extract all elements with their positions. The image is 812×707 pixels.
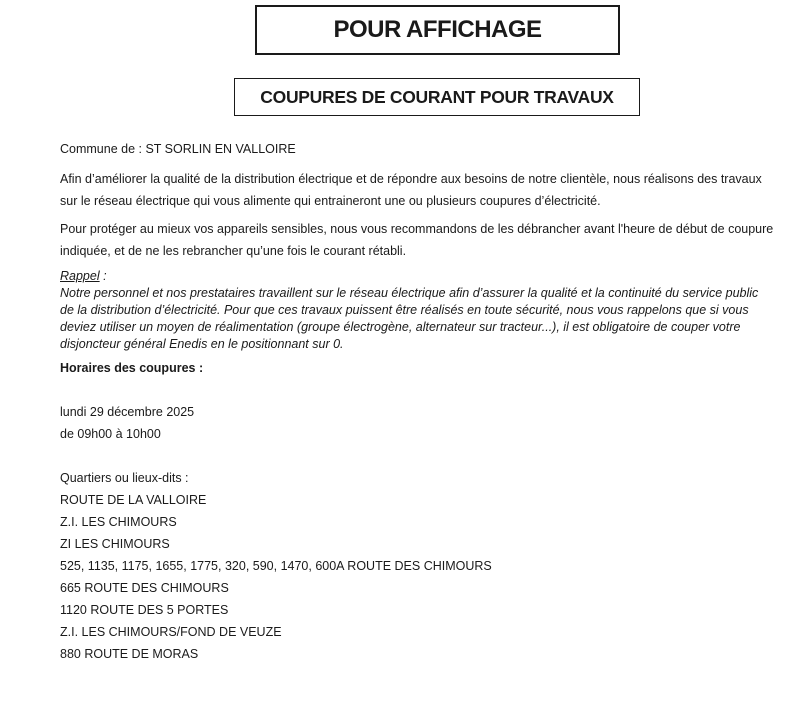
reminder-colon: : <box>99 269 107 283</box>
reminder-block <box>60 268 800 353</box>
reminder-heading <box>60 268 800 285</box>
advice-paragraph <box>60 218 800 262</box>
schedule-heading: Horaires des coupures : <box>60 361 204 375</box>
list-item: Z.I. LES CHIMOURS <box>60 515 177 529</box>
advice-line-2: indiquée, et de ne les rebrancher qu’une fois le courant rétabli. <box>60 244 407 258</box>
reminder-line-2: de la distribution d’électricité. Pour que ces travaux puissent être réalisés en toute sécurité, nous vous rappelons que si vous <box>60 303 749 317</box>
reminder-line-1: Notre personnel et nos prestataires travaillent sur le réseau électrique afin d’assurer la qualité et la continuité du service public <box>60 286 759 300</box>
notice-body <box>60 138 800 665</box>
schedule-block <box>60 401 800 445</box>
outage-date: lundi 29 décembre 2025 <box>60 405 195 419</box>
reminder-title: Rappel <box>60 269 100 283</box>
intro-line-2: sur le réseau électrique qui vous alimente qui entraineront une ou plusieurs coupures d’électricité. <box>60 194 601 208</box>
list-item: Z.I. LES CHIMOURS/FOND DE VEUZE <box>60 625 282 639</box>
locations-list <box>60 489 800 665</box>
reminder-line-4: disjoncteur général Enedis en le positionnant sur 0. <box>60 337 344 351</box>
intro-paragraph <box>60 168 800 212</box>
outage-time: de 09h00 à 10h00 <box>60 427 161 441</box>
list-item: 880 ROUTE DE MORAS <box>60 647 199 661</box>
notice-subtitle: COUPURES DE COURANT POUR TRAVAUX <box>234 78 640 116</box>
advice-line-1: Pour protéger au mieux vos appareils sensibles, nous vous recommandons de les débrancher avant l'heure de début de coupure <box>60 222 774 236</box>
locations-heading: Quartiers ou lieux-dits : <box>60 471 189 485</box>
list-item: 665 ROUTE DES CHIMOURS <box>60 581 229 595</box>
reminder-line-3: deviez utiliser un moyen de réalimentation (groupe électrogène, alternateur sur tracteur...), il est obligatoire de couper votre <box>60 320 741 334</box>
page-title: POUR AFFICHAGE <box>255 5 620 55</box>
commune-line: Commune de : ST SORLIN EN VALLOIRE <box>60 142 296 156</box>
intro-line-1: Afin d’améliorer la qualité de la distribution électrique et de répondre aux besoins de notre clientèle, nous réalisons des travaux <box>60 172 762 186</box>
list-item: ROUTE DE LA VALLOIRE <box>60 493 207 507</box>
list-item: ZI LES CHIMOURS <box>60 537 170 551</box>
list-item: 1120 ROUTE DES 5 PORTES <box>60 603 229 617</box>
list-item: 525, 1135, 1175, 1655, 1775, 320, 590, 1470, 600A ROUTE DES CHIMOURS <box>60 559 492 573</box>
